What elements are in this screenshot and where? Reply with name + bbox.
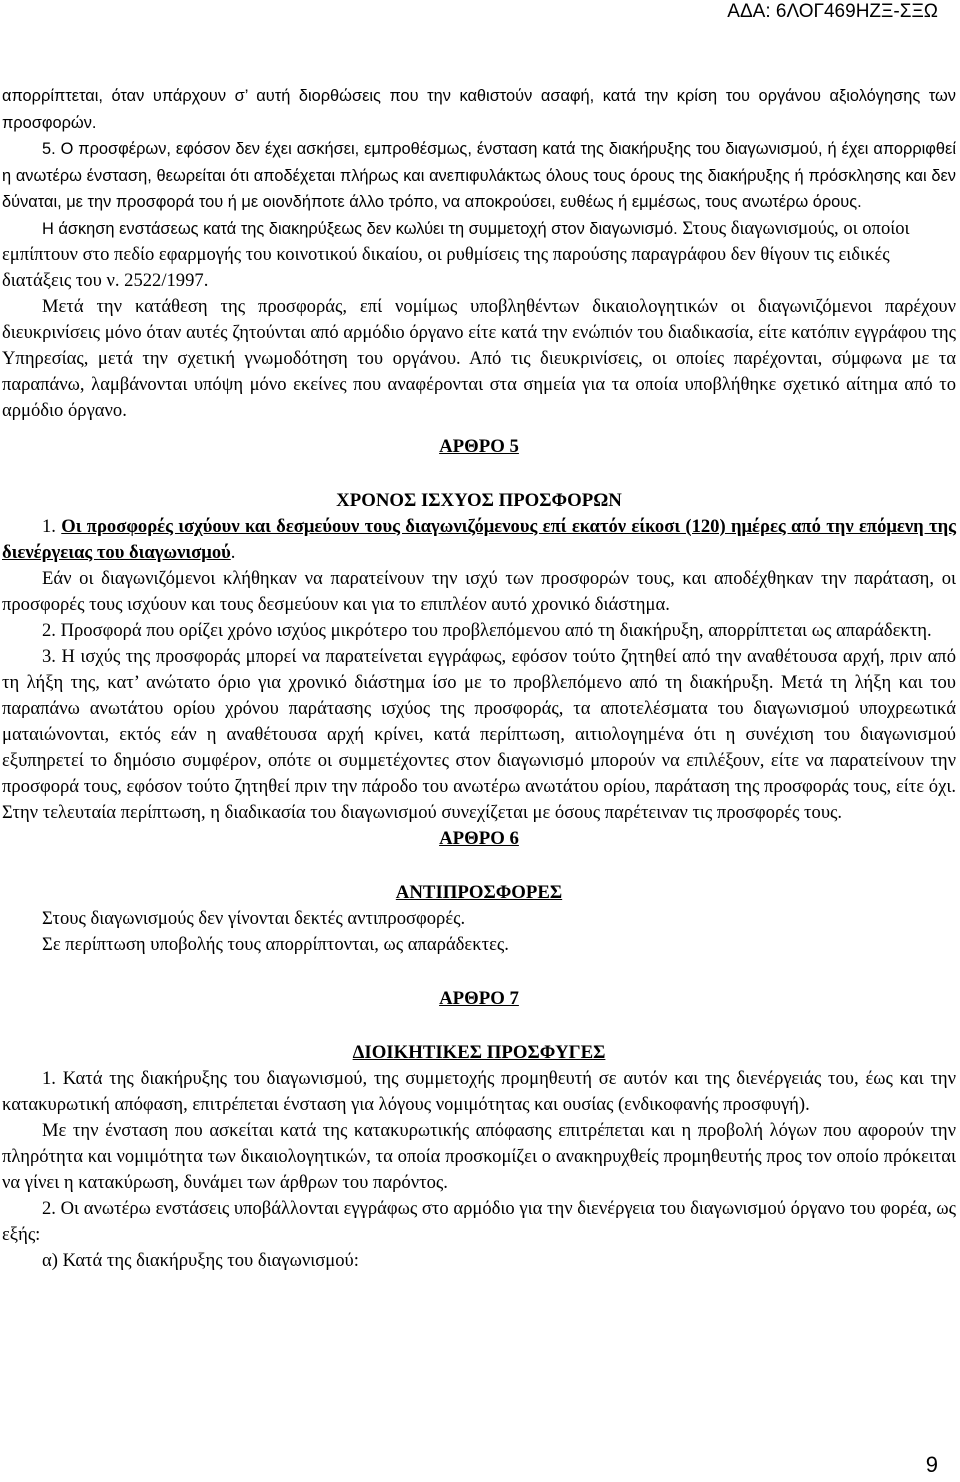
document-body [2, 83, 956, 1274]
article-5-p1-number: 1. [42, 516, 62, 537]
paragraph-clarifications: Μετά την κατάθεση της προσφοράς, επί νομίμως υποβληθέντων δικαιολογητικών οι διαγωνιζόμενοι παρέχουν διευκρινίσεις μόνο όταν αυτές ζητούνται από αρμόδιο όργανο είτε κατά την ενώπιόν του διαδικασία, είτε κατόπιν εγγράφου της Υπηρεσίας, μετά την σχετική γνωμοδότηση του οργάνου. Από τις διευκρινίσεις, οι οποίες παρέχονται, σύμφωνα με τα παραπάνω, λαμβάνονται υπόψη μόνο εκείνες που αναφέρονται στα σημεία για τα οποία υποβλήθηκε σχετικό αίτημα από το αρμόδιο όργανο. [2, 296, 956, 421]
page-number: 9 [925, 1452, 938, 1477]
article-5-heading: ΑΡΘΡΟ 5 [439, 436, 519, 457]
article-7-paragraph-1b: Με την ένσταση που ασκείται κατά της κατακυρωτικής απόφασης επιτρέπεται και η προβολή λόγων που αφορούν την πληρότητα και νομιμότητα των δικαιολογητικών, τα οποία προσκομίζει ο ανακηρυχθείς προμηθευτής προς τον οποίο πρόκειται να γίνει η κατακύρωση, δυνάμει των άρθρων του παρόντος. [2, 1120, 956, 1193]
paragraph-5-acceptance: 5. Ο προσφέρων, εφόσον δεν έχει ασκήσει, εμπροθέσμως, ένσταση κατά της διακήρυξης του διαγωνισμού, ή έχει απορριφθεί η ανωτέρω ένσταση, θεωρείται ότι αποδέχεται πλήρως και ανεπιφυλάκτως όλους τους όρους της διακήρυξης ή πρόσκλησης και δεν δύναται, με την προσφορά του ή με οιονδήποτε άλλο τρόπο, να αποκρούσει, ευθέως ή εμμέσως, τους ανωτέρω όρους. [2, 140, 956, 211]
article-6-heading: ΑΡΘΡΟ 6 [439, 828, 519, 849]
paragraph-rejection-clause: απορρίπτεται, όταν υπάρχουν σ’ αυτή διορθώσεις που την καθιστούν ασαφή, κατά την κρίση του οργάνου αξιολόγησης των προσφορών. [2, 87, 956, 132]
article-6-paragraph-2: Σε περίπτωση υποβολής τους απορρίπτονται, ως απαράδεκτες. [42, 934, 509, 955]
article-5-paragraph-3: 3. Η ισχύς της προσφοράς μπορεί να παρατείνεται εγγράφως, εφόσον τούτο ζητηθεί από την αναθέτουσα αρχή, πριν από τη λήξη της, κατ’ ανώτατο όριο για χρονικό διάστημα ίσο με το προβλεπόμενο από τη διακήρυξη. Μετά τη λήξη και του παραπάνω ανωτάτου ορίου χρόνου παράτασης ισχύος της προσφοράς, τα αποτελέσματα του διαγωνισμού υποχρεωτικά ματαιώνονται, εκτός εάν η αναθέτουσα αρχή κρίνει, κατά περίπτωση, αιτιολογημένα ότι η συνέχιση του διαγωνισμού εξυπηρετεί το δημόσιο συμφέρον, οπότε οι συμμετέχοντες στον διαγωνισμό μπορούν να επιλέξουν, είτε να παρατείνουν την προσφορά τους, εφόσον τούτο ζητηθεί πριν την πάροδο του ανωτέρω ανωτάτου ορίου, παράταση της προσφοράς τους, είτε όχι. Στην τελευταία περίπτωση, η διαδικασία του διαγωνισμού συνεχίζεται με όσους παρέτειναν τις προσφορές τους. [2, 646, 956, 823]
article-5-paragraph-1 [2, 514, 956, 566]
paragraph-objection [2, 216, 956, 295]
article-5-p1-end: . [230, 542, 236, 563]
article-5-paragraph-1b: Εάν οι διαγωνιζόμενοι κλήθηκαν να παρατείνουν την ισχύ των προσφορών τους, και αποδέχθηκαν την παράταση, οι προσφορές τους ισχύουν και τους δεσμεύουν και για το επιπλέον αυτό χρονικό διάστημα. [2, 568, 956, 615]
article-7-paragraph-1: 1. Κατά της διακήρυξης του διαγωνισμού, της συμμετοχής προμηθευτή σε αυτόν και της διενέργειάς του, έως και την κατακυρωτική απόφαση, επιτρέπεται ένσταση για λόγους νομιμότητας και ουσίας (ενδικοφανής προσφυγή). [2, 1068, 956, 1115]
article-5-paragraph-2: 2. Προσφορά που ορίζει χρόνο ισχύος μικρότερο του προβλεπόμενου από τη διακήρυξη, απορρίπτεται ως απαράδεκτη. [42, 620, 932, 641]
community-law-sentence: Στους διαγωνισμούς, οι οποίοι εμπίπτουν στο πεδίο εφαρμογής του κοινοτικού δικαίου, οι ρυθμίσεις της παρούσης παραγράφου δεν θίγουν τις ειδικές διατάξεις του ν. 2522/1997. [2, 217, 910, 291]
article-7-title: ΔΙΟΙΚΗΤΙΚΕΣ ΠΡΟΣΦΥΓΕΣ [352, 1042, 606, 1063]
article-5-p1-bold: Οι προσφορές ισχύουν και δεσμεύουν τους διαγωνιζόμενους επί εκατόν είκοσι (120) ημέρες από την επόμενη της διενέργειας του διαγωνισμού [2, 516, 956, 563]
article-7-paragraph-2a: α) Κατά της διακήρυξης του διαγωνισμού: [42, 1250, 359, 1271]
article-6-title: ΑΝΤΙΠΡΟΣΦΟΡΕΣ [395, 882, 563, 903]
article-6-paragraph-1: Στους διαγωνισμούς δεν γίνονται δεκτές αντιπροσφορές. [42, 908, 466, 929]
objection-sentence: Η άσκηση ενστάσεως κατά της διακηρύξεως δεν κωλύει τη συμμετοχή στον διαγωνισμό. [42, 219, 678, 238]
article-7-paragraph-2: 2. Οι ανωτέρω ενστάσεις υποβάλλονται εγγράφως στο αρμόδιο για την διενέργεια του διαγωνισμού όργανο του φορέα, ως εξής: [2, 1198, 956, 1245]
article-5-title: ΧΡΟΝΟΣ ΙΣΧΥΟΣ ΠΡΟΣΦΟΡΩΝ [336, 490, 622, 511]
article-7-heading: ΑΡΘΡΟ 7 [439, 988, 519, 1009]
ada-code: ΑΔΑ: 6ΛΟΓ469ΗΖΞ-ΣΞΩ [727, 1, 938, 22]
